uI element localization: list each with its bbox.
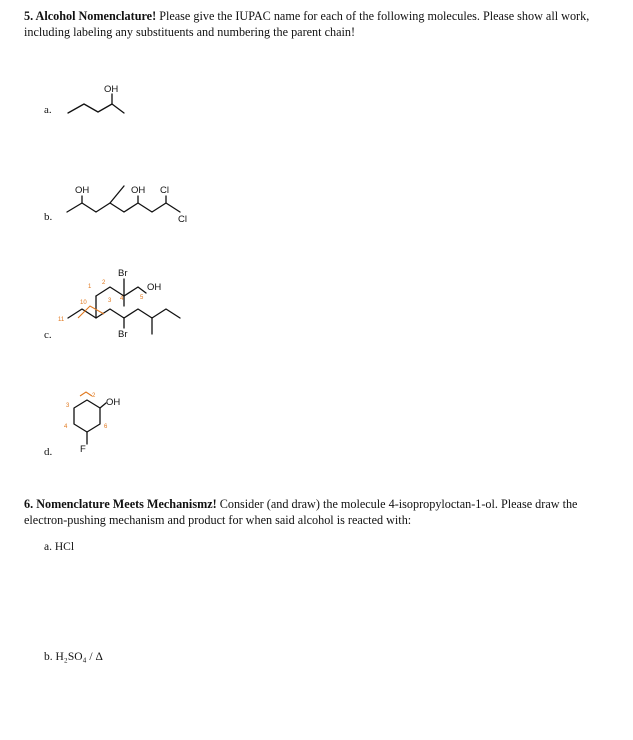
molecule-d-num-2: 2 bbox=[92, 393, 96, 399]
question-6-heading: 6. Nomenclature Meets Mechanismz! bbox=[24, 497, 217, 511]
molecule-d-num-6: 6 bbox=[104, 424, 108, 430]
molecule-b bbox=[67, 185, 187, 225]
molecule-a-oh: OH bbox=[104, 84, 119, 95]
part-a-label: a. HCl bbox=[44, 541, 75, 553]
molecule-d bbox=[64, 392, 120, 455]
molecule-c bbox=[58, 268, 180, 340]
molecule-d-annotation-stroke bbox=[80, 392, 92, 396]
molecule-c-oh: OH bbox=[147, 282, 162, 293]
question-6-body: Consider (and draw) the molecule 4-isopropyloctan-1-ol. Please draw the electron-pushing mechanism and product for when said alcohol is reacted with: bbox=[24, 497, 578, 527]
molecule-c-num-2: 2 bbox=[102, 280, 106, 286]
item-b-label: b. bbox=[44, 211, 53, 223]
molecule-c-br-bottom: Br bbox=[118, 329, 128, 340]
molecule-d-oh: OH bbox=[106, 397, 121, 408]
molecule-c-num-10: 10 bbox=[80, 300, 87, 306]
item-d-label: d. bbox=[44, 446, 53, 458]
molecule-c-annotation-stroke bbox=[78, 306, 104, 318]
question-6-text bbox=[24, 496, 604, 528]
molecule-c-num-3: 3 bbox=[108, 298, 112, 304]
molecule-b-oh-1: OH bbox=[75, 185, 90, 196]
item-a-label: a. bbox=[44, 104, 52, 116]
molecule-d-num-4: 4 bbox=[64, 424, 68, 430]
question-5-heading: 5. Alcohol Nomenclature! bbox=[24, 9, 157, 23]
molecule-b-cl-2: Cl bbox=[178, 214, 187, 225]
item-c-label: c. bbox=[44, 329, 52, 341]
molecule-a bbox=[68, 84, 124, 113]
molecule-c-br-top: Br bbox=[118, 268, 128, 279]
question-5-body: Please give the IUPAC name for each of the following molecules. Please show all work, including labeling any substituents and numbering the parent chain! bbox=[24, 9, 590, 39]
molecule-c-num-1: 1 bbox=[88, 284, 92, 290]
molecule-c-num-5: 5 bbox=[140, 295, 144, 301]
molecule-b-cl-1: Cl bbox=[160, 185, 169, 196]
molecule-c-num-11: 11 bbox=[58, 317, 65, 323]
molecule-b-oh-2: OH bbox=[131, 185, 146, 196]
part-b-label: b. H₂SO₄ / Δ bbox=[44, 651, 103, 663]
molecule-d-num-3: 3 bbox=[66, 403, 70, 409]
molecule-d-f: F bbox=[80, 444, 86, 455]
molecule-c-num-4: 4 bbox=[120, 296, 124, 302]
